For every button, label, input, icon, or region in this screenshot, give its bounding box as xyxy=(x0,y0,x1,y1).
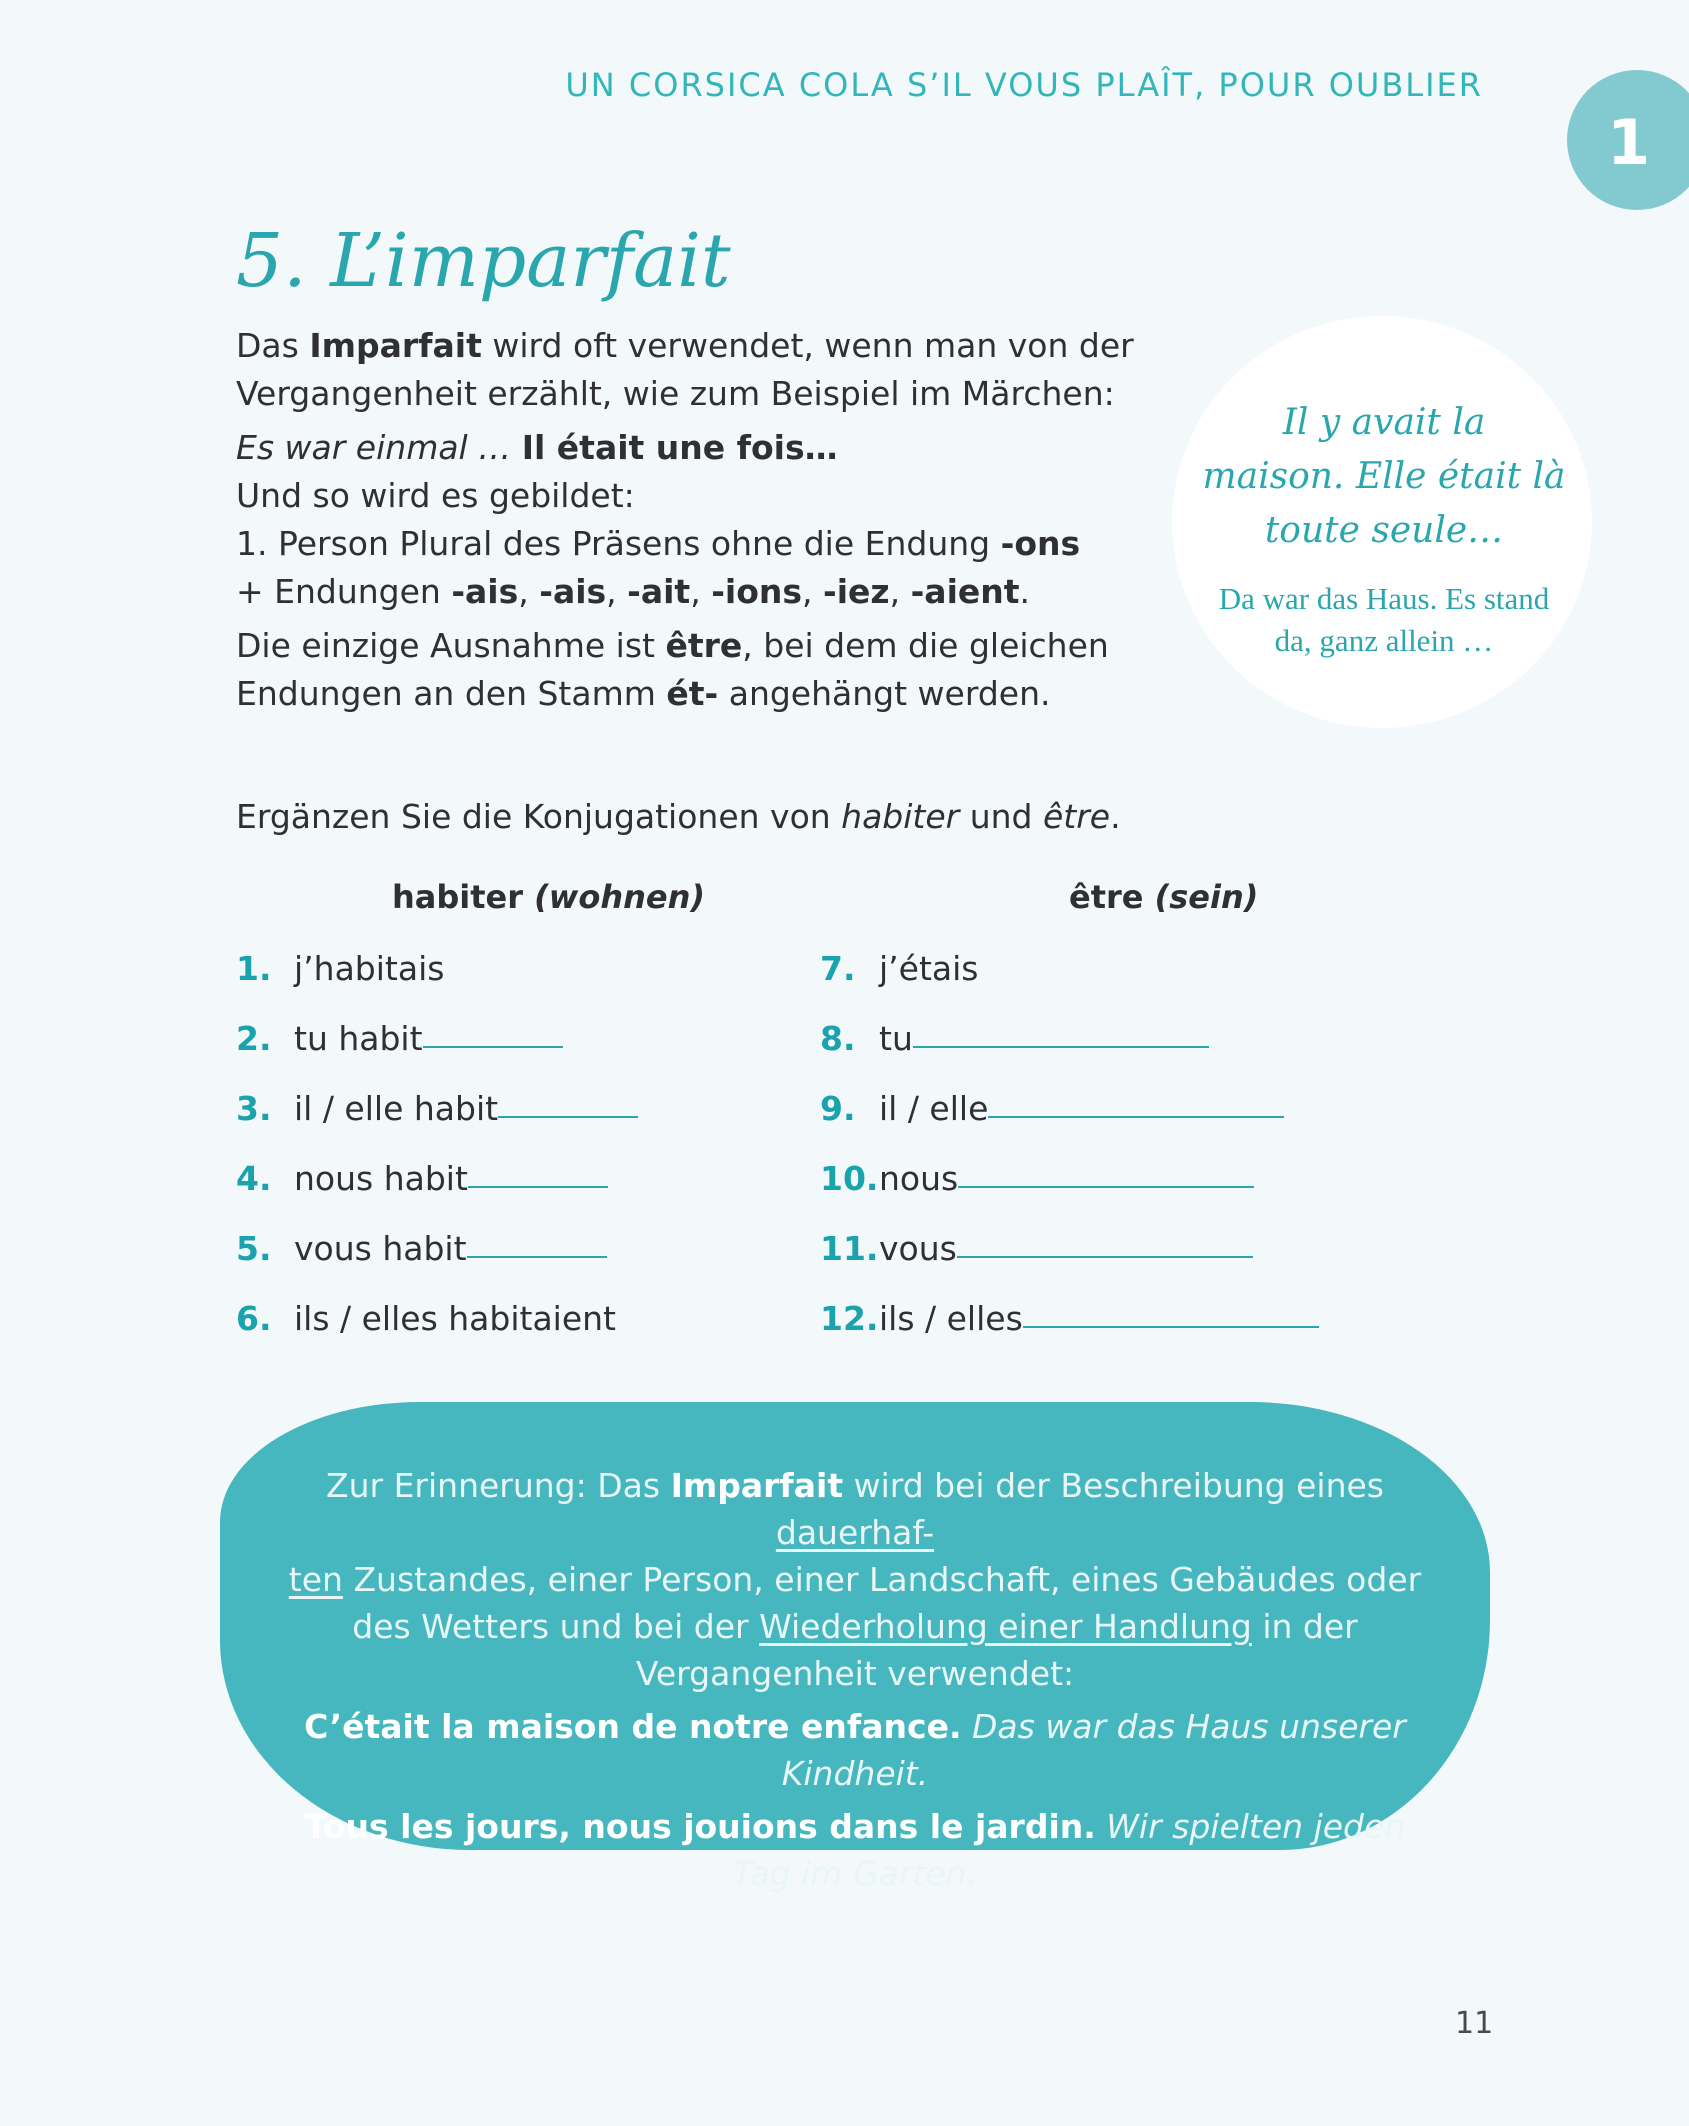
intro-line: 1. Person Plural des Präsens ohne die Endung -ons xyxy=(236,524,1081,563)
exercise-item-3: 3. il / elle habit xyxy=(236,1087,638,1131)
quote-german: Da war das Haus. Es stand da, ganz allein … xyxy=(1218,581,1550,658)
reminder-paragraph: Zur Erinnerung: Das Imparfait wird bei der Beschreibung eines dauerhaf- ten Zustandes, einer Person, einer Landschaft, eines Gebäudes oder des Wetters und bei der Wiederholung einer Handlung in der Vergangenheit verwendet: xyxy=(288,1466,1422,1693)
page-number: 11 xyxy=(1455,2006,1494,2041)
exercise-item-5: 5. vous habit xyxy=(236,1227,607,1271)
intro-line: Das Imparfait wird oft verwendet, wenn man von der xyxy=(236,326,1134,365)
intro-example: Es war einmal … Il était une fois… xyxy=(236,428,838,467)
reminder-example-2: Tous les jours, nous jouions dans le jardin. Wir spielten jeden Tag im Garten. xyxy=(304,1807,1406,1893)
reminder-box xyxy=(220,1402,1490,1893)
exercise-item-11: 11.vous xyxy=(820,1227,1253,1271)
column-header-habiter: habiter (wohnen) xyxy=(392,878,706,916)
reminder-example-1: C’était la maison de notre enfance. Das war das Haus unserer Kindheit. xyxy=(304,1707,1406,1793)
exercise-item-2: 2. tu habit xyxy=(236,1017,563,1061)
quote-bubble xyxy=(1172,316,1592,728)
quote-french: Il y avait la maison. Elle était là toute seule… xyxy=(1202,402,1566,551)
intro-line: Vergangenheit erzählt, wie zum Beispiel im Märchen: xyxy=(236,374,1115,413)
exercise-item-7: 7. j’étais xyxy=(820,949,979,988)
exercise-instruction: Ergänzen Sie die Konjugationen von habiter und être. xyxy=(236,797,1121,836)
answer-blank[interactable] xyxy=(957,1256,1253,1258)
intro-text xyxy=(236,322,1134,718)
column-header-etre: être (sein) xyxy=(1069,878,1259,916)
answer-blank[interactable] xyxy=(498,1116,638,1118)
exercise-item-6: 6. ils / elles habitaient xyxy=(236,1299,616,1338)
reminder-text xyxy=(280,1462,1430,1897)
answer-blank[interactable] xyxy=(423,1046,563,1048)
exercise-item-12: 12.ils / elles xyxy=(820,1297,1319,1341)
exercise-item-10: 10.nous xyxy=(820,1157,1254,1201)
answer-blank[interactable] xyxy=(467,1256,607,1258)
running-header: UN CORSICA COLA S’IL VOUS PLAÎT, POUR OUBLIER xyxy=(565,66,1483,104)
chapter-number: 1 xyxy=(1607,106,1651,179)
intro-line: Endungen an den Stamm ét- angehängt werden. xyxy=(236,674,1051,713)
answer-blank[interactable] xyxy=(958,1186,1254,1188)
intro-line: Die einzige Ausnahme ist être, bei dem die gleichen xyxy=(236,626,1109,665)
exercise-item-8: 8. tu xyxy=(820,1017,1209,1061)
chapter-badge xyxy=(1567,70,1689,210)
answer-blank[interactable] xyxy=(913,1046,1209,1048)
exercise-item-1: 1. j’habitais xyxy=(236,949,445,988)
exercise-item-4: 4. nous habit xyxy=(236,1157,608,1201)
exercise-item-9: 9. il / elle xyxy=(820,1087,1284,1131)
section-title: 5. L’imparfait xyxy=(236,218,731,304)
intro-line: + Endungen -ais, -ais, -ait, -ions, -iez, -aient. xyxy=(236,572,1031,611)
answer-blank[interactable] xyxy=(988,1116,1284,1118)
intro-line: Und so wird es gebildet: xyxy=(236,476,635,515)
answer-blank[interactable] xyxy=(468,1186,608,1188)
answer-blank[interactable] xyxy=(1023,1326,1319,1328)
